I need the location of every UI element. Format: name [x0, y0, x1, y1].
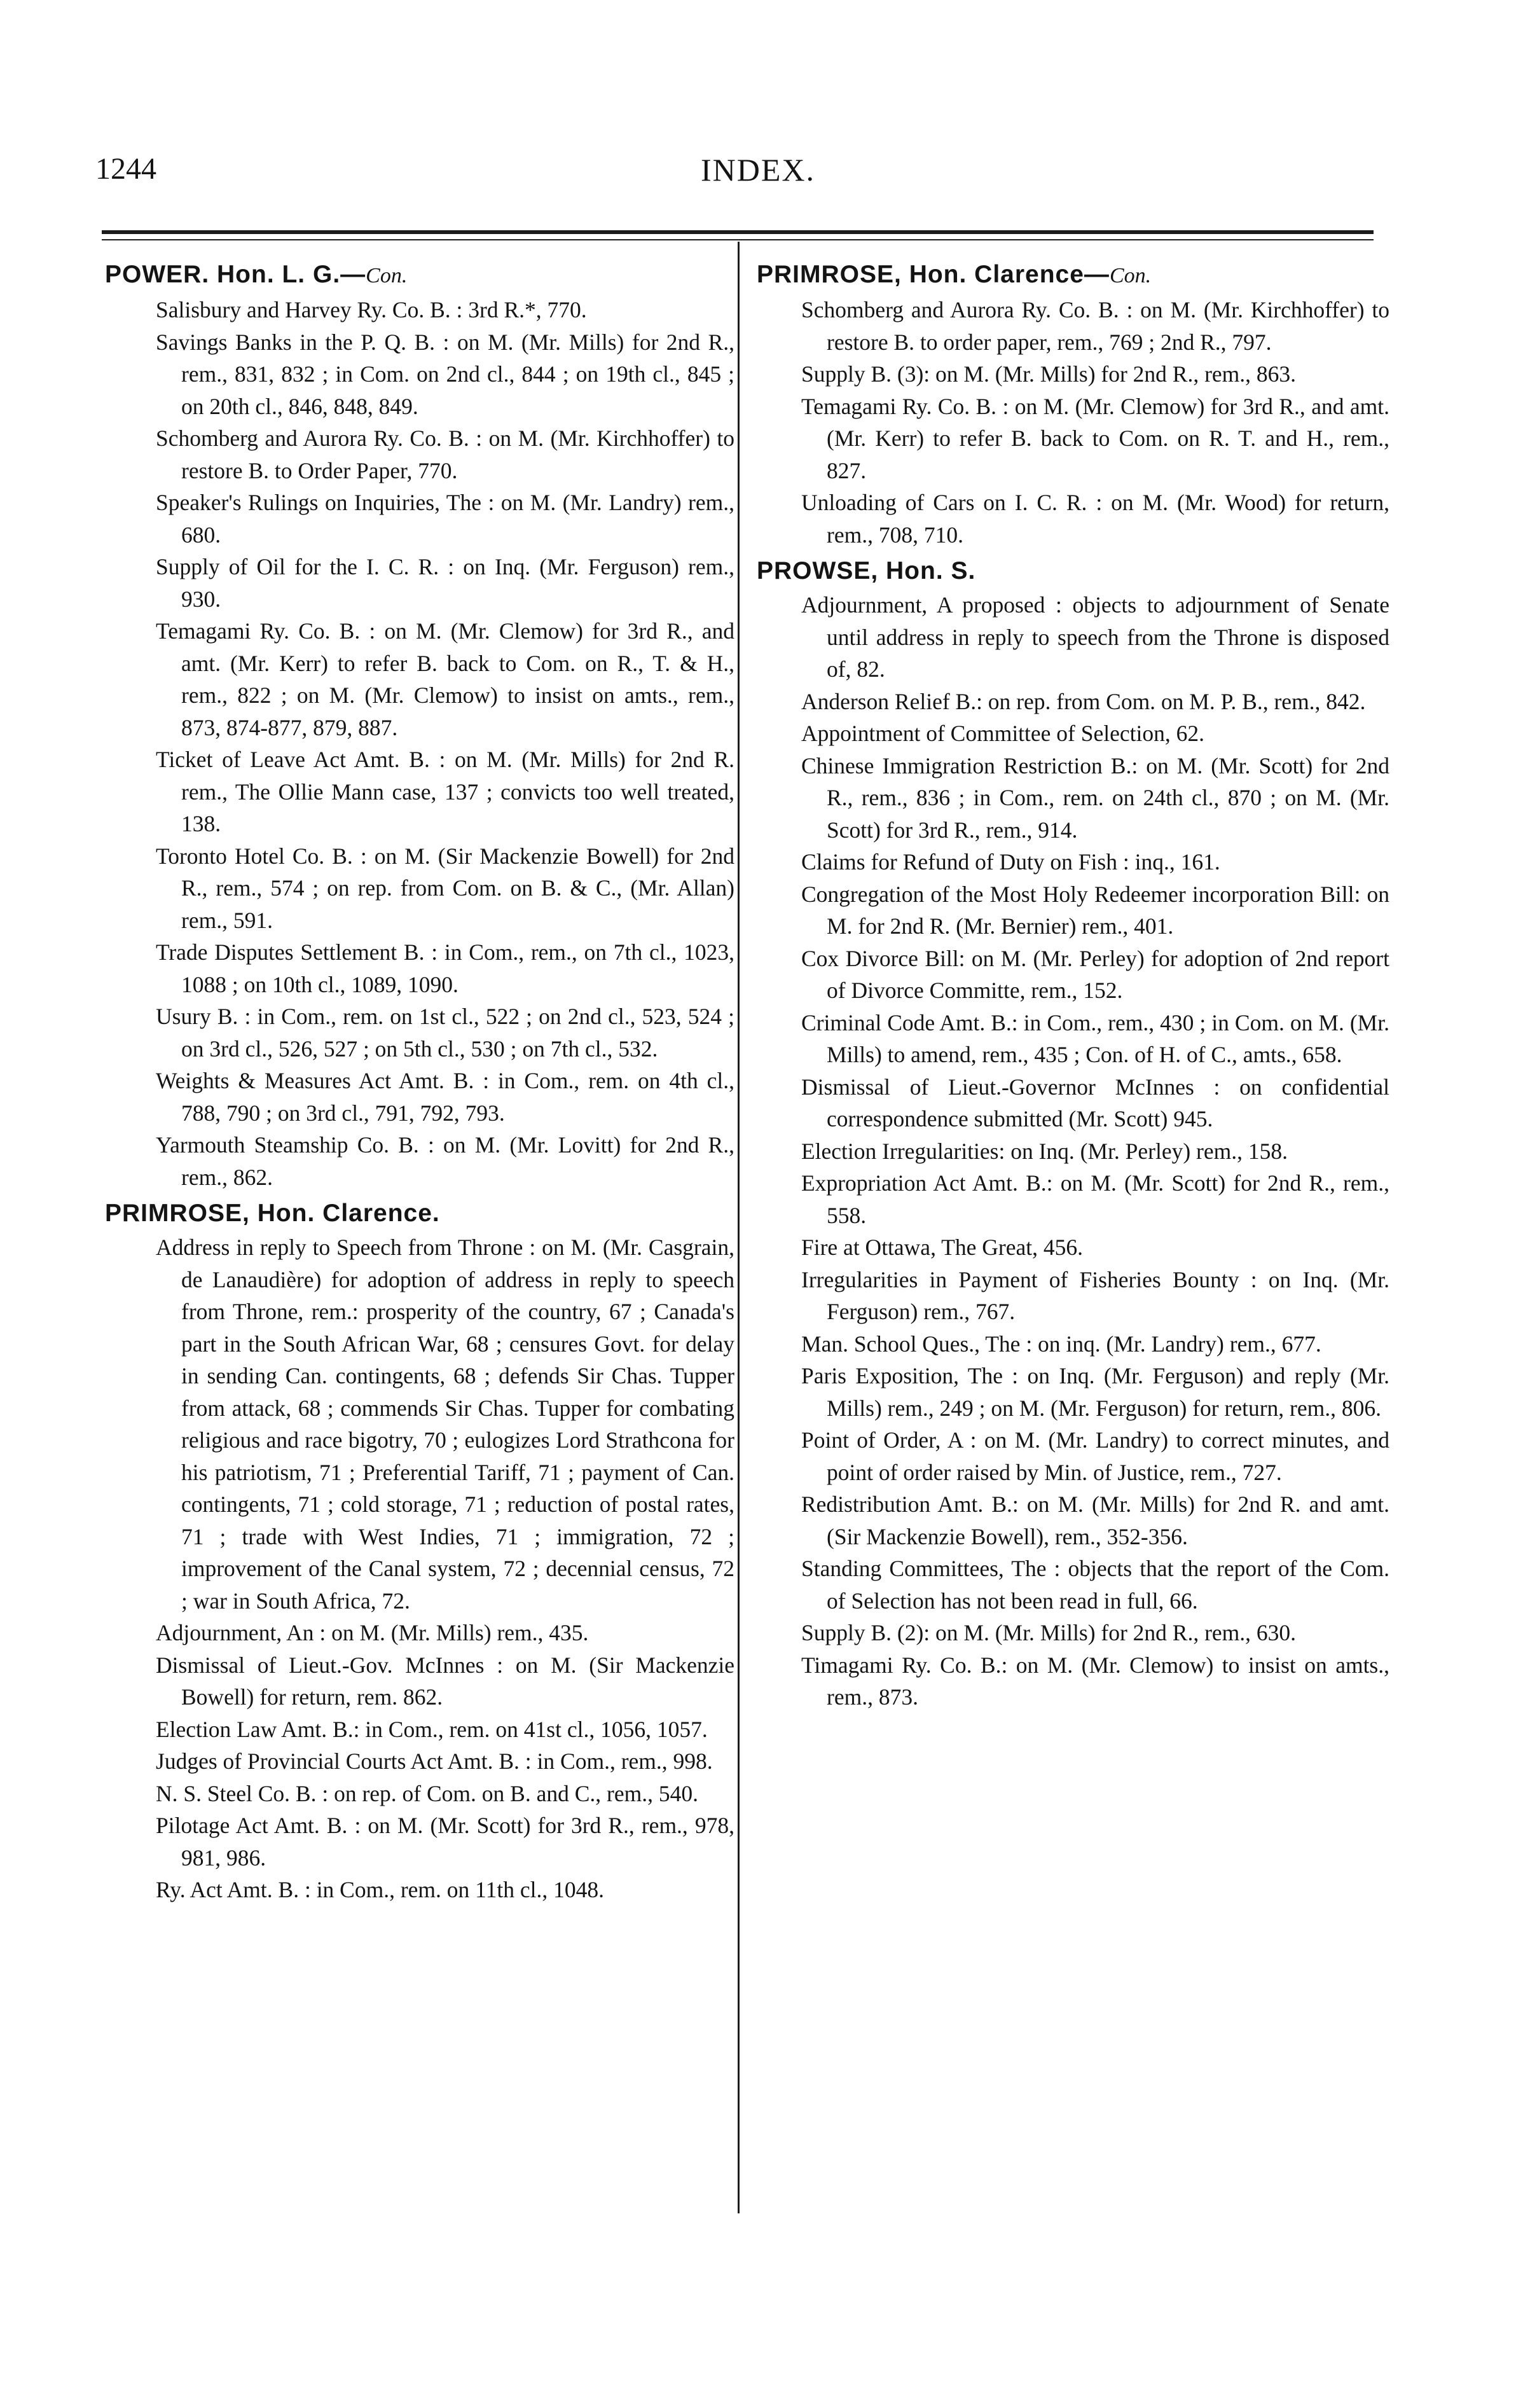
left-column	[105, 254, 734, 1906]
index-entry: Congregation of the Most Holy Redeemer incorporation Bill: on M. for 2nd R. (Mr. Bernier) rem., 401.	[801, 881, 1389, 939]
index-entry: Trade Disputes Settlement B. : in Com., rem., on 7th cl., 1023, 1088 ; on 10th cl., 1089, 1090.	[156, 939, 734, 997]
index-entry: Point of Order, A : on M. (Mr. Landry) to correct minutes, and point of order raised by Min. of Justice, rem., 727.	[801, 1427, 1389, 1485]
index-heading-name: POWER. Hon. L. G.—	[105, 261, 366, 288]
index-heading-name: PRIMROSE, Hon. Clarence—	[757, 261, 1110, 288]
header-rule-thin	[102, 239, 1374, 240]
index-entry: Toronto Hotel Co. B. : on M. (Sir Mackenzie Bowell) for 2nd R., rem., 574 ; on rep. from Com. on B. & C., (Mr. Allan) rem., 591.	[156, 843, 734, 933]
index-entry: Criminal Code Amt. B.: in Com., rem., 430 ; in Com. on M. (Mr. Mills) to amend, rem., 435 ; Con. of H. of C., amts., 658.	[801, 1009, 1389, 1067]
index-heading	[757, 555, 1389, 588]
index-entry: Savings Banks in the P. Q. B. : on M. (Mr. Mills) for 2nd R., rem., 831, 832 ; in Com. on 2nd cl., 844 ; on 19th cl., 845 ; on 20th cl., 846, 848, 849.	[156, 329, 734, 419]
index-entry: Election Irregularities: on Inq. (Mr. Perley) rem., 158.	[801, 1138, 1288, 1164]
index-entry: Usury B. : in Com., rem. on 1st cl., 522 ; on 2nd cl., 523, 524 ; on 3rd cl., 526, 527 ; on 5th cl., 530 ; on 7th cl., 532.	[156, 1004, 734, 1062]
index-entry: Yarmouth Steamship Co. B. : on M. (Mr. Lovitt) for 2nd R., rem., 862.	[156, 1132, 734, 1190]
index-entry: Ticket of Leave Act Amt. B. : on M. (Mr. Mills) for 2nd R. rem., The Ollie Mann case, 137 ; convicts too well treated, 138.	[156, 747, 734, 836]
index-heading-continued: Con.	[366, 264, 408, 287]
index-entry: Redistribution Amt. B.: on M. (Mr. Mills) for 2nd R. and amt. (Sir Mackenzie Bowell), rem., 352-356.	[801, 1491, 1389, 1549]
index-entry: Adjournment, An : on M. (Mr. Mills) rem., 435.	[156, 1620, 589, 1645]
index-heading-name: PRIMROSE, Hon. Clarence.	[105, 1200, 440, 1227]
index-entry: Address in reply to Speech from Throne : on M. (Mr. Casgrain, de Lanaudière) for adoption of address in reply to speech from Throne, rem.: prosperity of the country, 67 ; Canada's part in the South African War, 68 ; censures Govt. for delay in sending Can. contingents, 68 ; defends Sir Chas. Tupper from attack, 68 ; commends Sir Chas. Tupper for combating religious and race bigotry, 70 ; eulogizes Lord Strathcona for his patriotism, 71 ; Preferential Tariff, 71 ; payment of Can. contingents, 71 ; cold storage, 71 ; reduction of postal rates, 71 ; trade with West Indies, 71 ; immigration, 72 ; improvement of the Canal system, 72 ; decennial census, 72 ; war in South Africa, 72.	[156, 1235, 734, 1614]
index-heading	[105, 1197, 734, 1230]
index-heading	[757, 258, 1389, 293]
index-entry: Paris Exposition, The : on Inq. (Mr. Ferguson) and reply (Mr. Mills) rem., 249 ; on M. (Mr. Ferguson) for return, rem., 806.	[801, 1363, 1389, 1421]
index-entry: Expropriation Act Amt. B.: on M. (Mr. Scott) for 2nd R., rem., 558.	[801, 1170, 1389, 1228]
index-entry: Anderson Relief B.: on rep. from Com. on M. P. B., rem., 842.	[801, 688, 1366, 714]
right-column	[757, 254, 1389, 1713]
index-entry: Ry. Act Amt. B. : in Com., rem. on 11th cl., 1048.	[156, 1877, 604, 1902]
index-heading-name: PROWSE, Hon. S.	[757, 557, 976, 585]
page-number: 1244	[95, 152, 156, 186]
index-heading	[105, 258, 734, 293]
index-entry: Dismissal of Lieut.-Gov. McInnes : on M. (Sir Mackenzie Bowell) for return, rem. 862.	[156, 1652, 734, 1710]
column-divider	[738, 242, 740, 2213]
index-entry: Judges of Provincial Courts Act Amt. B. : in Com., rem., 998.	[156, 1748, 713, 1774]
index-entry: Supply B. (2): on M. (Mr. Mills) for 2nd R., rem., 630.	[801, 1620, 1297, 1645]
index-entry: Supply of Oil for the I. C. R. : on Inq. (Mr. Ferguson) rem., 930.	[156, 554, 734, 612]
index-entry: Adjournment, A proposed : objects to adjournment of Senate until address in reply to speech from the Throne is disposed of, 82.	[801, 592, 1389, 682]
index-entry: Schomberg and Aurora Ry. Co. B. : on M. (Mr. Kirchhoffer) to restore B. to order paper, rem., 769 ; 2nd R., 797.	[801, 297, 1389, 355]
index-entry: Timagami Ry. Co. B.: on M. (Mr. Clemow) to insist on amts., rem., 873.	[801, 1652, 1389, 1710]
index-entry: Election Law Amt. B.: in Com., rem. on 41st cl., 1056, 1057.	[156, 1716, 708, 1742]
index-entry: Standing Committees, The : objects that the report of the Com. of Selection has not been read in full, 66.	[801, 1556, 1389, 1614]
index-entry: Salisbury and Harvey Ry. Co. B. : 3rd R.*, 770.	[156, 297, 587, 322]
index-entry: Irregularities in Payment of Fisheries Bounty : on Inq. (Mr. Ferguson) rem., 767.	[801, 1266, 1389, 1324]
index-entry: Schomberg and Aurora Ry. Co. B. : on M. (Mr. Kirchhoffer) to restore B. to Order Paper, 770.	[156, 426, 734, 483]
index-entry: Weights & Measures Act Amt. B. : in Com., rem. on 4th cl., 788, 790 ; on 3rd cl., 791, 792, 793.	[156, 1068, 734, 1126]
index-entry: Temagami Ry. Co. B. : on M. (Mr. Clemow) for 3rd R., and amt. (Mr. Kerr) to refer B. back to Com. on R., T. & H., rem., 822 ; on M. (Mr. Clemow) to insist on amts., rem., 873, 874-877, 879, 887.	[156, 618, 734, 740]
index-entry: Speaker's Rulings on Inquiries, The : on M. (Mr. Landry) rem., 680.	[156, 490, 734, 548]
index-entry: Temagami Ry. Co. B. : on M. (Mr. Clemow) for 3rd R., and amt. (Mr. Kerr) to refer B. back to Com. on R. T. and H., rem., 827.	[801, 393, 1389, 483]
index-entry: Claims for Refund of Duty on Fish : inq., 161.	[801, 849, 1220, 875]
page-title: INDEX.	[700, 152, 816, 188]
index-entry: Cox Divorce Bill: on M. (Mr. Perley) for adoption of 2nd report of Divorce Committe, rem., 152.	[801, 945, 1389, 1003]
index-entry: Man. School Ques., The : on inq. (Mr. Landry) rem., 677.	[801, 1331, 1321, 1357]
index-entry: N. S. Steel Co. B. : on rep. of Com. on B. and C., rem., 540.	[156, 1780, 698, 1806]
index-entry: Fire at Ottawa, The Great, 456.	[801, 1235, 1083, 1260]
header-rule-thick	[102, 230, 1374, 234]
index-entry: Dismissal of Lieut.-Governor McInnes : on confidential correspondence submitted (Mr. Scott) 945.	[801, 1074, 1389, 1131]
index-heading-continued: Con.	[1109, 264, 1152, 287]
index-entry: Appointment of Committee of Selection, 62.	[801, 721, 1204, 746]
index-entry: Chinese Immigration Restriction B.: on M. (Mr. Scott) for 2nd R., rem., 836 ; in Com., rem. on 24th cl., 870 ; on M. (Mr. Scott) for 3rd R., rem., 914.	[801, 752, 1389, 843]
index-entry: Supply B. (3): on M. (Mr. Mills) for 2nd R., rem., 863.	[801, 361, 1297, 387]
index-entry: Pilotage Act Amt. B. : on M. (Mr. Scott) for 3rd R., rem., 978, 981, 986.	[156, 1813, 734, 1871]
index-entry: Unloading of Cars on I. C. R. : on M. (Mr. Wood) for return, rem., 708, 710.	[801, 490, 1389, 548]
